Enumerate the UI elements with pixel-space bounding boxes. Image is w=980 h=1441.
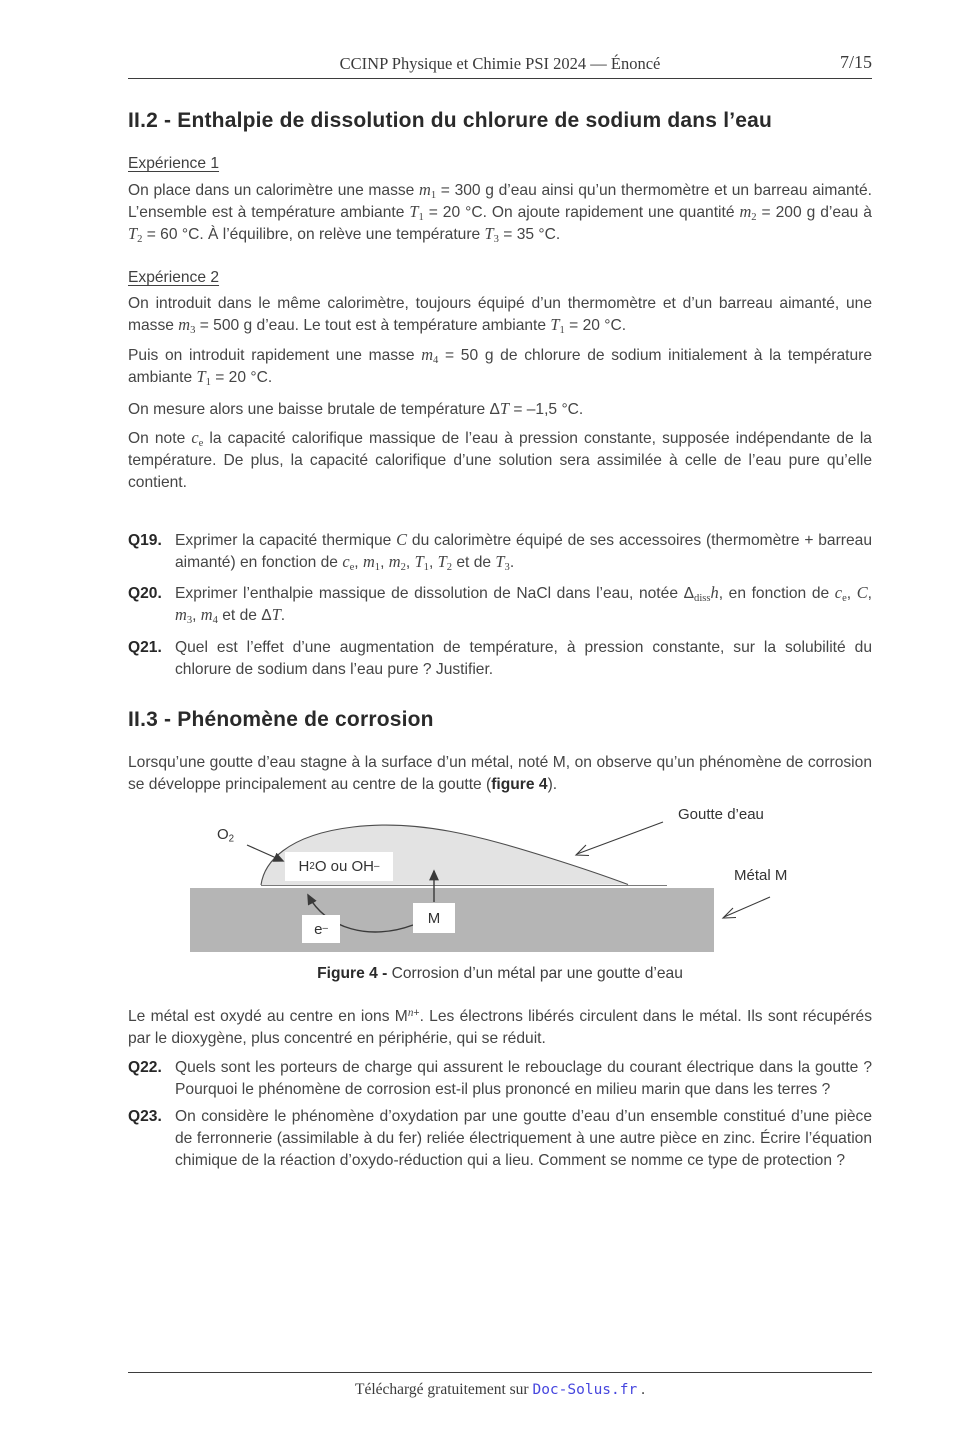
question-q23 — [128, 1106, 872, 1172]
doc-solus-link[interactable]: Doc-Solus.fr — [532, 1382, 638, 1398]
question-q23-label: Q23. — [128, 1108, 162, 1125]
question-q23-text: On considère le phénomène d’oxydation par une goutte d’eau d’un ensemble constitué d’une pièce de ferronnerie (assimilable à du fer) reliée électriquement à une autre pièce en zinc. Écrire l’équation chimique de la réaction d’oxydo-réduction qui a lieu. Comment se nomme ce type de protection ? — [175, 1108, 872, 1169]
footer-rule — [128, 1372, 872, 1373]
document-content — [128, 0, 872, 1172]
question-q19 — [128, 530, 872, 574]
question-q20 — [128, 583, 872, 627]
question-q22-text: Quels sont les porteurs de charge qui assurent le rebouclage du courant électrique dans la goutte ? Pourquoi le phénomène de corrosion est-il plus prononcé en milieu marin que dans les terres ? — [175, 1059, 872, 1098]
figure-4-caption-number: Figure 4 - — [317, 965, 388, 982]
o2-label: $O_2$ — [217, 826, 235, 845]
question-q20-text: Exprimer l’enthalpie massique de dissolution de NaCl dans l’eau, notée $\Delta_{diss}h$, en fonction de $c_e$, C, $m_3$, $m_4$ et de ΔT. — [175, 583, 873, 627]
header-title: CCINP Physique et Chimie PSI 2024 — Énoncé — [339, 54, 661, 73]
figure-4-caption-text: Corrosion d’un métal par une goutte d’eau — [387, 965, 683, 982]
metal-ion-box: M — [413, 903, 455, 933]
experience-1-heading: Expérience 1 — [128, 155, 220, 172]
experience-1-paragraph: On place dans un calorimètre une masse $m_1 = 300$ g d’eau ainsi qu’un thermomètre et un barreau aimanté. L’ensemble est à température ambiante $T_1 = 20$ °C. On ajoute rapidement une quantité $m_2 = 200$ g d’eau à $T_2 = 60$ °C. À l’équilibre, on relève une température $T_3 = 35$ °C. — [128, 180, 872, 246]
metal-pointer-arrow — [724, 897, 770, 917]
goutte-deau-label: Goutte d’eau — [678, 806, 764, 823]
page-number: 7/15 — [839, 52, 872, 72]
h2o-oh-box: H 2 O ou OH – — [285, 852, 393, 881]
metal-m-label: Métal M — [734, 867, 788, 884]
footer-suffix: . — [637, 1381, 645, 1398]
question-q21-label: Q21. — [128, 639, 162, 656]
corrosion-explanation-paragraph: Le métal est oxydé au centre en ions $M^{n+}$. Les électrons libérés circulent dans le métal. Ils sont récupérés par le dioxygène, plus concentré en périphérie, qui se réduit. — [128, 1007, 872, 1047]
experience-2-heading: Expérience 2 — [128, 269, 220, 286]
experience-2-paragraph-1: On introduit dans le même calorimètre, toujours équipé d’un thermomètre et d’un barreau aimanté, une masse $m_3 = 500$ g d’eau. Le tout est à température ambiante $T_1 = 20$ °C. — [128, 295, 872, 337]
question-q22 — [128, 1057, 872, 1101]
section-ii2-title: II.2 - Enthalpie de dissolution du chlorure de sodium dans l’eau — [128, 109, 773, 132]
question-q20-label: Q20. — [128, 585, 162, 602]
electron-box: e – — [302, 915, 340, 943]
figure-4-caption — [128, 963, 872, 985]
corrosion-intro-paragraph: Lorsqu’une goutte d’eau stagne à la surface d’un métal, noté M, on observe qu’un phénomène de corrosion se développe principalement au centre de la goutte (figure 4). — [128, 754, 872, 793]
footer-prefix: Téléchargé gratuitement sur — [355, 1381, 533, 1398]
question-q21-text: Quel est l’effet d’une augmentation de température, à pression constante, sur la solubilité du chlorure de sodium dans l’eau pure ? Justifier. — [175, 639, 872, 678]
experience-2-paragraph-4: On note $c_e$ la capacité calorifique massique de l’eau à pression constante, supposée indépendante de la température. De plus, la capacité calorifique d’une solution sera assimilée à celle de l’eau pure qu’elle contient. — [128, 428, 872, 491]
question-q19-text: Exprimer la capacité thermique C du calorimètre équipé de ses accessoires (thermomètre + barreau aimanté) en fonction de $c_e$, $m_1$, $m_2$, $T_1$, $T_2$ et de $T_3$. — [175, 530, 872, 574]
question-q22-label: Q22. — [128, 1059, 162, 1076]
figure-4-diagram — [128, 805, 872, 955]
download-footer — [128, 1381, 872, 1399]
o2-arrow — [247, 845, 283, 861]
experience-2-paragraph-2: Puis on introduit rapidement une masse $m_4 = 50$ g de chlorure de sodium initialement à la température ambiante $T_1 = 20$ °C. — [128, 345, 872, 389]
experience-2-paragraph-3: On mesure alors une baisse brutale de température ΔT = –1,5 °C. — [128, 399, 584, 418]
question-q19-label: Q19. — [128, 532, 162, 549]
question-q21 — [128, 637, 872, 681]
goutte-pointer-arrow — [577, 822, 663, 854]
section-ii3-title: II.3 - Phénomène de corrosion — [128, 708, 434, 731]
